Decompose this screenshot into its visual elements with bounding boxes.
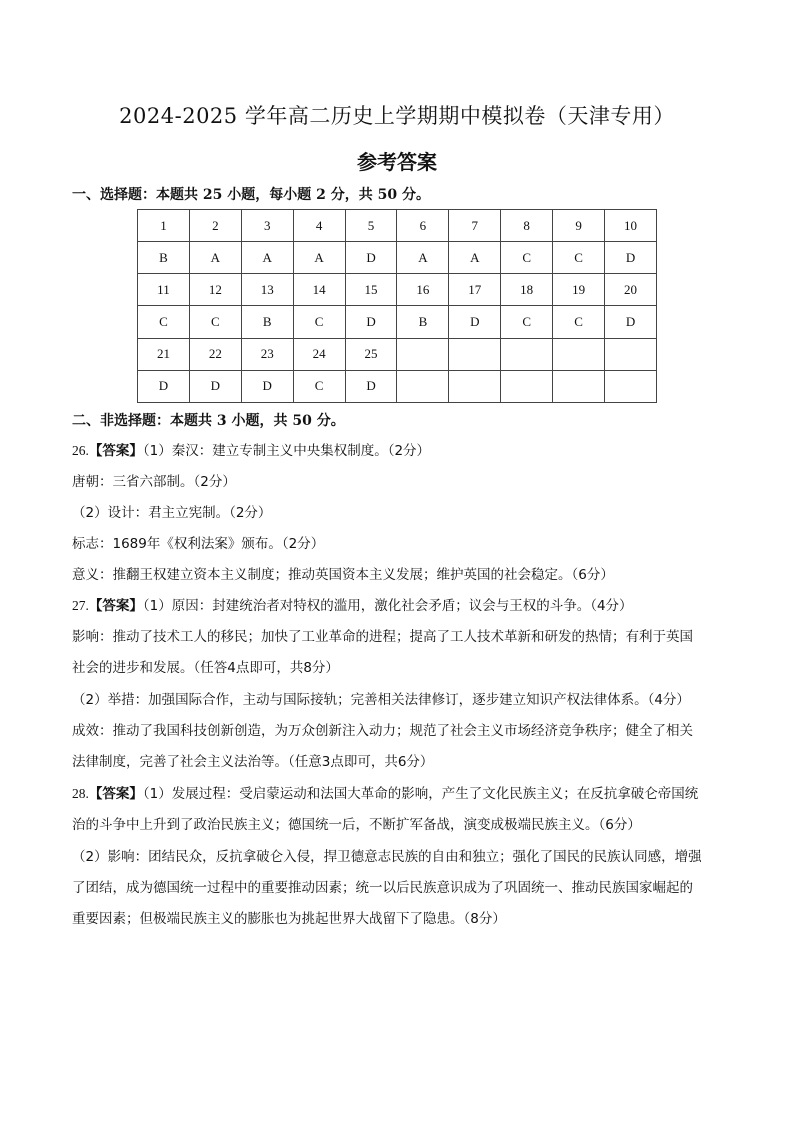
table-cell: A: [189, 242, 241, 274]
table-cell: [449, 370, 501, 402]
table-cell: 14: [293, 274, 345, 306]
answer-text: 社会的进步和发展。（任答4点即可，共8分）: [72, 660, 339, 676]
answer-line: [72, 721, 732, 741]
answer-line: [72, 596, 732, 616]
section-heading-nonchoice: 二、非选择题：本题共 3 小题，共 50 分。: [72, 413, 345, 429]
table-cell: A: [397, 242, 449, 274]
table-cell: D: [241, 370, 293, 402]
table-cell: 21: [138, 338, 190, 370]
table-cell: B: [397, 306, 449, 338]
answer-text: 成效：推动了我国科技创新创造，为万众创新注入动力；规范了社会主义市场经济竞争秩序；健全了相关: [72, 723, 693, 739]
question-number: 26.: [72, 443, 89, 458]
table-cell: D: [345, 242, 397, 274]
answer-line: [72, 627, 732, 647]
table-cell: 8: [501, 210, 553, 242]
table-cell: A: [449, 242, 501, 274]
table-cell: 3: [241, 210, 293, 242]
answer-text: 意义：推翻王权建立资本主义制度；推动英国资本主义发展；维护英国的社会稳定。（6分）: [72, 567, 614, 583]
table-cell: C: [138, 306, 190, 338]
table-cell: 25: [345, 338, 397, 370]
answer-tag: 【答案】: [88, 443, 143, 459]
table-cell: D: [605, 306, 657, 338]
answer-text: 了团结，成为德国统一过程中的重要推动因素；统一以后民族意识成为了巩固统一、推动民族国家崛起的: [72, 880, 693, 896]
table-cell: 20: [605, 274, 657, 306]
table-cell: C: [189, 306, 241, 338]
answer-text: （2）设计：君主立宪制。（2分）: [72, 505, 272, 521]
section-heading-choice: 一、选择题：本题共 25 小题，每小题 2 分，共 50 分。: [72, 187, 430, 203]
table-cell: 15: [345, 274, 397, 306]
table-cell: 22: [189, 338, 241, 370]
table-cell: 19: [553, 274, 605, 306]
answer-line: [72, 503, 732, 523]
answer-row: [138, 306, 657, 338]
answer-text: （2）影响：团结民众，反抗拿破仑入侵，捍卫德意志民族的自由和独立；强化了国民的民族认同感，增强: [72, 849, 702, 865]
table-cell: [553, 370, 605, 402]
table-cell: C: [501, 242, 553, 274]
answer-text: 标志：1689年《权利法案》颁布。（2分）: [72, 536, 325, 552]
table-cell: A: [241, 242, 293, 274]
table-cell: 10: [605, 210, 657, 242]
table-cell: 9: [553, 210, 605, 242]
answer-line: [72, 784, 732, 804]
answer-line: [72, 565, 732, 585]
answer-text: 重要因素；但极端民族主义的膨胀也为挑起世界大战留下了隐患。（8分）: [72, 911, 506, 927]
table-cell: D: [449, 306, 501, 338]
table-cell: [553, 338, 605, 370]
table-cell: A: [293, 242, 345, 274]
table-cell: [605, 338, 657, 370]
table-cell: 13: [241, 274, 293, 306]
answer-text: （1）发展过程：受启蒙运动和法国大革命的影响，产生了文化民族主义；在反抗拿破仑帝国统: [142, 786, 699, 802]
table-cell: C: [553, 306, 605, 338]
table-cell: 6: [397, 210, 449, 242]
table-cell: C: [293, 370, 345, 402]
question-number-row: [138, 210, 657, 242]
table-cell: 16: [397, 274, 449, 306]
table-cell: C: [553, 242, 605, 274]
answer-line: [72, 878, 732, 898]
table-cell: D: [189, 370, 241, 402]
table-cell: 7: [449, 210, 501, 242]
answer-line: [72, 815, 732, 835]
answer-text: 法律制度，完善了社会主义法治等。（任意3点即可，共6分）: [72, 754, 434, 770]
question-number-row: [138, 274, 657, 306]
table-cell: [397, 370, 449, 402]
page-subtitle: 参考答案: [357, 150, 437, 174]
table-cell: D: [138, 370, 190, 402]
table-cell: 12: [189, 274, 241, 306]
answer-line: [72, 534, 732, 554]
table-cell: [501, 370, 553, 402]
question-number-row: [138, 338, 657, 370]
answer-text: （1）秦汉：建立专制主义中央集权制度。（2分）: [142, 443, 431, 459]
question-number: 27.: [72, 598, 89, 613]
table-cell: [397, 338, 449, 370]
table-cell: [501, 338, 553, 370]
answer-table: [137, 209, 657, 403]
table-cell: [449, 338, 501, 370]
answer-text: 治的斗争中上升到了政治民族主义；德国统一后，不断扩军备战，演变成极端民族主义。（6分）: [72, 817, 641, 833]
table-cell: 17: [449, 274, 501, 306]
answer-text: 唐朝：三省六部制。（2分）: [72, 474, 236, 490]
answer-tag: 【答案】: [88, 598, 143, 614]
answer-row: [138, 242, 657, 274]
answer-text: （1）原因：封建统治者对特权的滥用，激化社会矛盾；议会与王权的斗争。（4分）: [142, 598, 633, 614]
question-number: 28.: [72, 786, 89, 801]
answer-line: [72, 752, 732, 772]
answer-tag: 【答案】: [88, 786, 143, 802]
table-cell: 18: [501, 274, 553, 306]
answer-text: （2）举措：加强国际合作，主动与国际接轨；完善相关法律修订，逐步建立知识产权法律体系。（4分）: [72, 692, 690, 708]
answer-line: [72, 658, 732, 678]
table-cell: B: [241, 306, 293, 338]
answer-line: [72, 472, 732, 492]
table-cell: 5: [345, 210, 397, 242]
answer-line: [72, 909, 732, 929]
table-cell: 4: [293, 210, 345, 242]
table-cell: D: [345, 370, 397, 402]
table-cell: 2: [189, 210, 241, 242]
table-cell: D: [605, 242, 657, 274]
answer-row: [138, 370, 657, 402]
table-cell: C: [501, 306, 553, 338]
table-cell: C: [293, 306, 345, 338]
table-cell: 1: [138, 210, 190, 242]
table-cell: [605, 370, 657, 402]
answer-line: [72, 847, 732, 867]
answer-text: 影响：推动了技术工人的移民；加快了工业革命的进程；提高了工人技术革新和研发的热情；有利于英国: [72, 629, 693, 645]
answer-line: [72, 441, 732, 461]
table-cell: 24: [293, 338, 345, 370]
table-cell: 11: [138, 274, 190, 306]
page-title: 2024-2025 学年高二历史上学期期中模拟卷（天津专用）: [119, 104, 675, 128]
table-cell: D: [345, 306, 397, 338]
table-cell: B: [138, 242, 190, 274]
table-cell: 23: [241, 338, 293, 370]
answer-line: [72, 690, 732, 710]
